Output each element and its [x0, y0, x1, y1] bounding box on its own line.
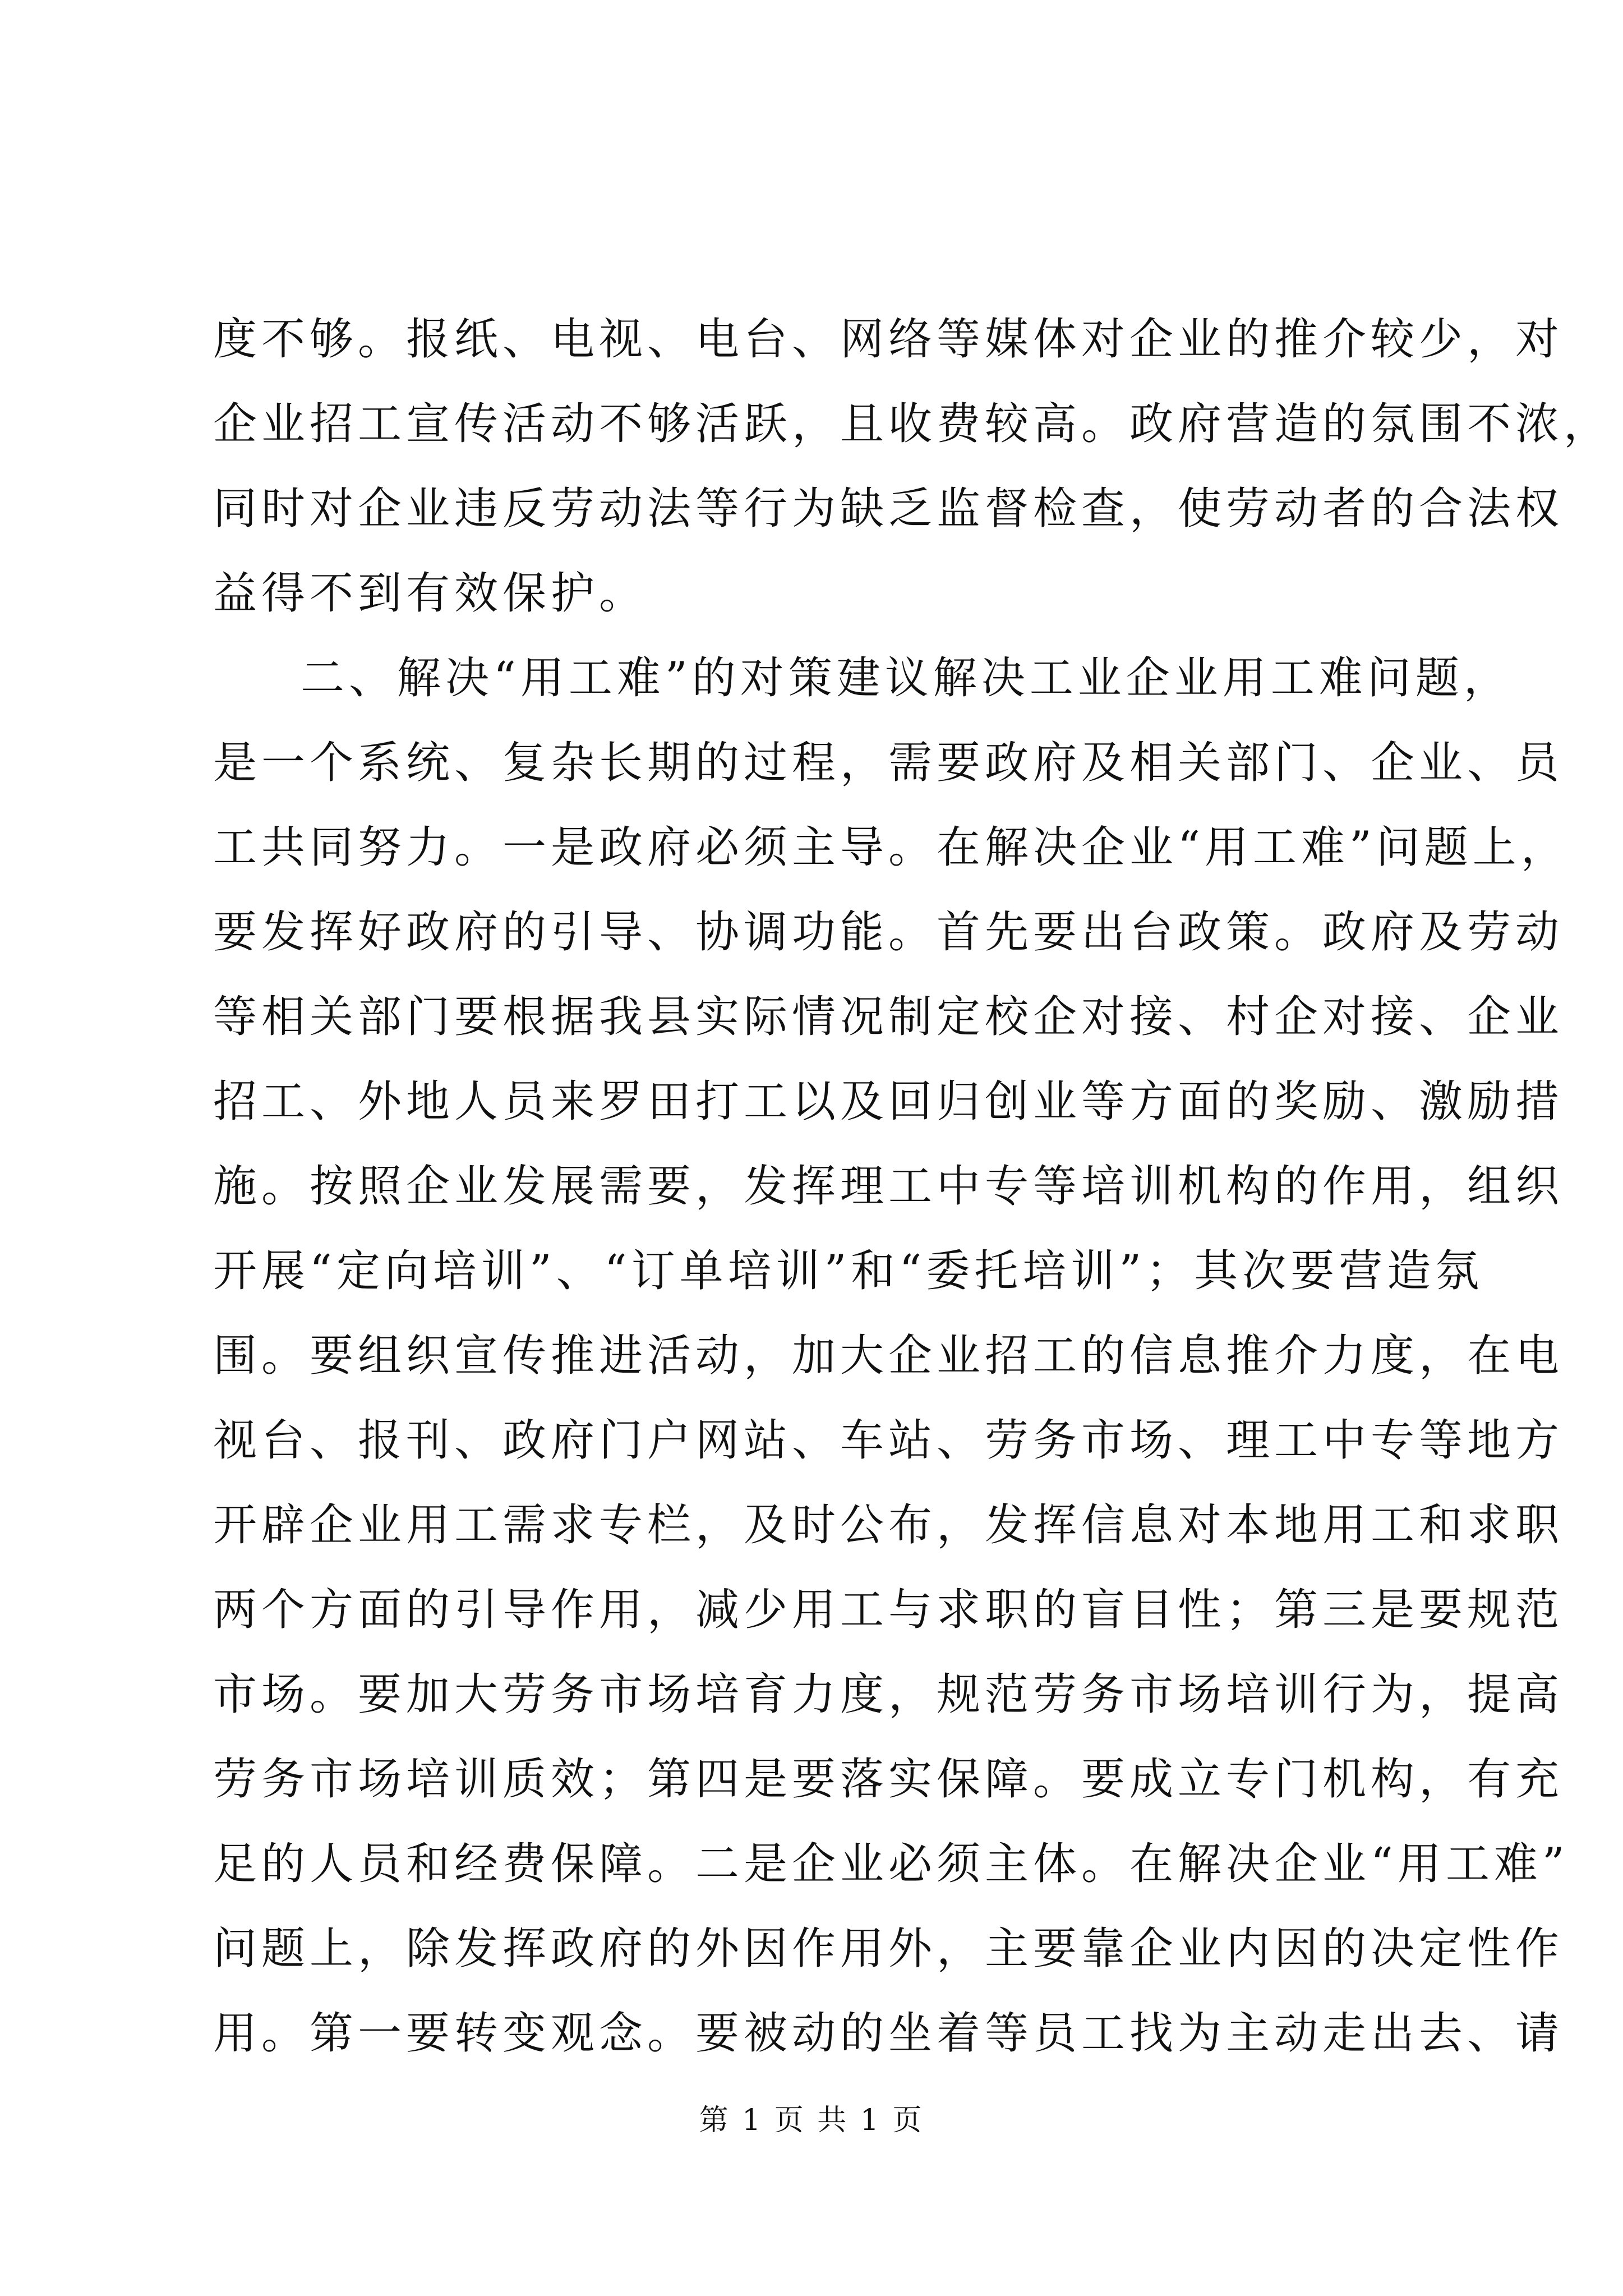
- text-line: 等相关部门要根据我县实际情况制定校企对接、村企对接、企业: [213, 992, 1564, 1042]
- text-line: 围。要组织宣传推进活动，加大企业招工的信息推介力度，在电: [213, 1331, 1564, 1381]
- body-text: [213, 297, 1612, 2076]
- text-line: 施。按照企业发展需要，发挥理工中专等培训机构的作用，组织: [213, 1161, 1564, 1212]
- text-line: 开辟企业用工需求专栏，及时公布，发挥信息对本地用工和求职: [213, 1500, 1564, 1550]
- text-line: 是一个系统、复杂长期的过程，需要政府及相关部门、企业、员: [213, 738, 1564, 788]
- text-line: 企业招工宣传活动不够活跃，且收费较高。政府营造的氛围不浓，: [213, 399, 1612, 449]
- text-line: 用。第一要转变观念。要被动的坐着等员工找为主动走出去、请: [213, 2008, 1564, 2059]
- text-line: 足的人员和经费保障。二是企业必须主体。在解决企业“用工难”: [213, 1839, 1569, 1889]
- text-line: 同时对企业违反劳动法等行为缺乏监督检查，使劳动者的合法权: [213, 484, 1564, 534]
- text-line: 工共同努力。一是政府必须主导。在解决企业“用工难”问题上，: [213, 822, 1569, 873]
- text-line: 市场。要加大劳务市场培育力度，规范劳务市场培训行为，提高: [213, 1669, 1564, 1720]
- text-line: 视台、报刊、政府门户网站、车站、劳务市场、理工中专等地方: [213, 1415, 1564, 1466]
- text-line: 两个方面的引导作用，减少用工与求职的盲目性；第三是要规范: [213, 1585, 1564, 1635]
- text-line: 二、解决“用工难”的对策建议解决工业企业用工难问题，: [301, 653, 1512, 703]
- text-line: 度不够。报纸、电视、电台、网络等媒体对企业的推介较少，对: [213, 314, 1564, 365]
- text-line: 问题上，除发挥政府的外因作用外，主要靠企业内因的决定性作: [213, 1924, 1564, 1974]
- page-footer: 第 1 页 共 1 页: [699, 2104, 924, 2137]
- text-line: 开展“定向培训”、“订单培训”和“委托培训”；其次要营造氛: [213, 1246, 1484, 1296]
- text-line: 益得不到有效保护。: [213, 568, 648, 619]
- text-line: 要发挥好政府的引导、协调功能。首先要出台政策。政府及劳动: [213, 907, 1564, 958]
- text-line: 招工、外地人员来罗田打工以及回归创业等方面的奖励、激励措: [213, 1076, 1564, 1127]
- text-line: 劳务市场培训质效；第四是要落实保障。要成立专门机构，有充: [213, 1754, 1564, 1805]
